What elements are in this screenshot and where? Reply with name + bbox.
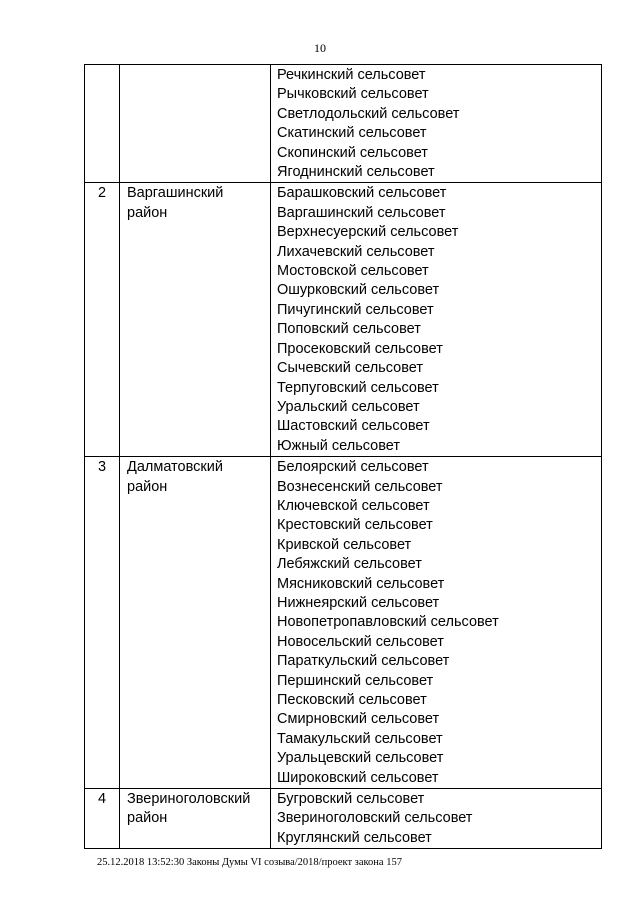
council-name: Новосельский сельсовет — [277, 633, 444, 650]
row-number-cell: 4 — [85, 789, 120, 849]
council-name: Вознесенский сельсовет — [277, 478, 443, 495]
row-number-cell: 2 — [85, 183, 120, 457]
council-name: Тамакульский сельсовет — [277, 730, 443, 747]
council-name: Уральский сельсовет — [277, 398, 420, 415]
council-name: Верхнесуерский сельсовет — [277, 224, 459, 241]
council-name: Белоярский сельсовет — [277, 459, 429, 476]
council-name: Крестовский сельсовет — [277, 517, 433, 534]
councils-cell — [271, 65, 602, 183]
districts-table — [84, 64, 602, 849]
district-cell — [120, 457, 271, 789]
council-name: Светлодольский сельсовет — [277, 105, 460, 122]
council-name: Параткульский сельсовет — [277, 653, 450, 670]
district-cell — [120, 65, 271, 183]
page-number: 10 — [314, 41, 326, 55]
table-row — [85, 183, 602, 457]
council-name: Варгашинский сельсовет — [277, 204, 446, 221]
district-name-line: Варгашинский — [127, 185, 224, 202]
row-number-cell — [85, 65, 120, 183]
council-name: Широковский сельсовет — [277, 769, 439, 786]
council-name: Ошурковский сельсовет — [277, 282, 440, 299]
council-name: Лихачевский сельсовет — [277, 243, 435, 260]
council-name: Новопетропавловский сельсовет — [277, 614, 499, 631]
district-name-line: район — [127, 204, 168, 221]
document-footer: 25.12.2018 13:52:30 Законы Думы VI созыва/2018/проект закона 157 — [97, 857, 402, 868]
council-name: Ключевской сельсовет — [277, 497, 430, 514]
council-name: Ягоднинский сельсовет — [277, 164, 435, 181]
council-name: Лебяжский сельсовет — [277, 556, 422, 573]
table-row — [85, 65, 602, 183]
council-name: Першинский сельсовет — [277, 672, 434, 689]
district-name-line: район — [127, 810, 168, 827]
council-name: Сычевский сельсовет — [277, 360, 423, 377]
council-name: Скопинский сельсовет — [277, 144, 428, 161]
councils-cell — [271, 183, 602, 457]
district-name-line: Звериноголовский — [127, 791, 251, 808]
row-number-cell: 3 — [85, 457, 120, 789]
council-name: Поповский сельсовет — [277, 321, 421, 338]
council-name: Круглянский сельсовет — [277, 829, 432, 846]
council-name: Мясниковский сельсовет — [277, 575, 445, 592]
council-name: Скатинский сельсовет — [277, 125, 427, 142]
district-name-line: Далматовский — [127, 459, 223, 476]
council-name: Нижнеярский сельсовет — [277, 594, 440, 611]
council-name: Уральцевский сельсовет — [277, 750, 444, 767]
council-name: Звериноголовский сельсовет — [277, 810, 473, 827]
councils-cell — [271, 457, 602, 789]
council-name: Кривской сельсовет — [277, 536, 412, 553]
districts-table-body — [85, 65, 602, 849]
councils-cell — [271, 789, 602, 849]
council-name: Смирновский сельсовет — [277, 711, 440, 728]
district-cell — [120, 789, 271, 849]
council-name: Пичугинский сельсовет — [277, 301, 434, 318]
table-row — [85, 789, 602, 849]
council-name: Южный сельсовет — [277, 437, 400, 454]
council-name: Барашковский сельсовет — [277, 185, 447, 202]
council-name: Песковский сельсовет — [277, 692, 427, 708]
table-row — [85, 457, 602, 789]
district-name-line: район — [127, 478, 168, 495]
council-name: Терпуговский сельсовет — [277, 379, 439, 396]
council-name: Рычковский сельсовет — [277, 86, 429, 103]
council-name: Речкинский сельсовет — [277, 67, 426, 83]
council-name: Просековский сельсовет — [277, 340, 443, 357]
council-name: Мостовской сельсовет — [277, 263, 429, 280]
council-name: Шастовский сельсовет — [277, 418, 430, 435]
council-name: Бугровский сельсовет — [277, 791, 425, 808]
district-cell — [120, 183, 271, 457]
